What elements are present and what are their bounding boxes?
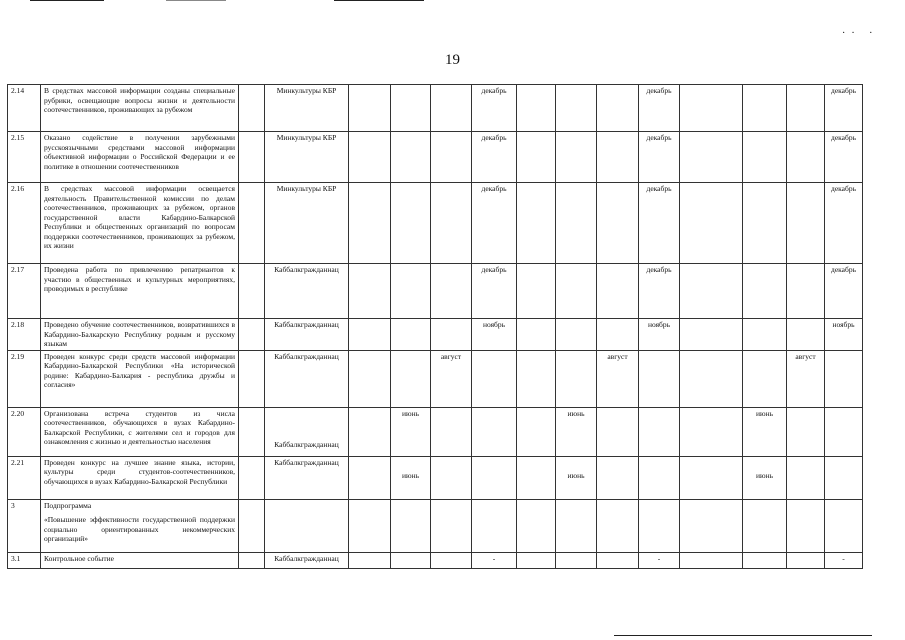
deadline-cell [597,132,639,183]
deadline-cell [517,552,556,568]
scan-marks: ·· · [842,28,879,39]
top-rule-right [334,0,424,1]
deadline-cell [517,85,556,132]
deadline-cell [556,319,597,351]
deadline-cell [597,183,639,264]
deadline-cell [680,552,743,568]
deadline-cell: ноябрь [825,319,863,351]
deadline-cell [597,552,639,568]
deadline-cell [349,456,391,499]
deadline-cell [639,407,680,456]
deadline-cell [639,456,680,499]
responsible-executor: Каббалкгражданнац [265,350,349,407]
table-row [8,407,905,456]
deadline-cell [556,183,597,264]
deadline-cell: июнь [556,407,597,456]
events-table [7,84,905,569]
responsible-executor: Каббалкгражданнац [265,456,349,499]
deadline-cell [680,319,743,351]
deadline-cell [391,183,431,264]
deadline-cell [556,499,597,552]
deadline-cell [680,132,743,183]
deadline-cell [472,456,517,499]
deadline-cell [349,85,391,132]
event-description: Оказано содействие в получении зарубежными русскоязычными средствами массовой информации объективной информации о Российской Федерации и ее политике в отношении соотечественников [41,132,239,183]
deadline-cell [391,499,431,552]
deadline-cell: - [472,552,517,568]
deadline-cell [743,319,787,351]
deadline-cell: - [825,552,863,568]
table-row [8,350,905,407]
table-row [8,183,905,264]
empty-cell [239,552,265,568]
deadline-cell [787,183,825,264]
deadline-cell: декабрь [472,132,517,183]
deadline-cell [349,350,391,407]
row-number: 2.15 [8,132,41,183]
deadline-cell [517,456,556,499]
deadline-cell [639,499,680,552]
deadline-cell [517,350,556,407]
deadline-cell [349,132,391,183]
deadline-cell [787,132,825,183]
deadline-cell [517,407,556,456]
deadline-cell: декабрь [639,85,680,132]
responsible-executor: Каббалкгражданнац [265,264,349,319]
empty-cell [239,264,265,319]
deadline-cell [556,85,597,132]
deadline-cell [680,456,743,499]
deadline-cell [787,264,825,319]
deadline-cell [349,264,391,319]
deadline-cell: декабрь [639,264,680,319]
row-number: 3.1 [8,552,41,568]
empty-cell [239,183,265,264]
deadline-cell [597,456,639,499]
deadline-cell [556,552,597,568]
table-row [8,499,905,552]
row-number: 3 [8,499,41,552]
deadline-cell: декабрь [825,264,863,319]
deadline-cell: декабрь [472,183,517,264]
deadline-cell [349,407,391,456]
deadline-cell [431,319,472,351]
deadline-cell: июнь [743,407,787,456]
deadline-cell [349,319,391,351]
deadline-cell: декабрь [472,264,517,319]
deadline-cell [431,499,472,552]
row-number: 2.18 [8,319,41,351]
deadline-cell [391,350,431,407]
responsible-executor: Минкультуры КБР [265,132,349,183]
deadline-cell [787,85,825,132]
deadline-cell [349,183,391,264]
table-row [8,85,905,132]
deadline-cell: июнь [556,456,597,499]
event-description: Проведена работа по привлечению репатриантов к участию в общественных и культурных мероприятиях, проводимых в республике [41,264,239,319]
deadline-cell [787,456,825,499]
deadline-cell [556,350,597,407]
deadline-cell [639,350,680,407]
deadline-cell [472,499,517,552]
deadline-cell [517,132,556,183]
deadline-cell [743,552,787,568]
deadline-cell [597,319,639,351]
deadline-cell [391,85,431,132]
deadline-cell: декабрь [825,132,863,183]
responsible-executor: Каббалкгражданнац [265,552,349,568]
deadline-cell [680,499,743,552]
row-number: 2.20 [8,407,41,456]
deadline-cell [556,132,597,183]
event-description: Проведен конкурс на лучшее знание языка, истории, культуры среди студентов-соотечественников, обучающихся в вузах Кабардино-Балкарской Республики [41,456,239,499]
deadline-cell: декабрь [639,183,680,264]
deadline-cell [517,183,556,264]
deadline-cell [431,552,472,568]
deadline-cell [743,85,787,132]
subprogram-title: «Повышение эффективности государственной поддержки социально ориентированных некоммерческих организаций» [44,515,235,543]
deadline-cell [825,499,863,552]
empty-cell [239,319,265,351]
deadline-cell [517,319,556,351]
row-number: 2.16 [8,183,41,264]
deadline-cell [787,499,825,552]
deadline-cell: декабрь [825,183,863,264]
subprogram-label: Подпрограмма [44,500,92,510]
deadline-cell [517,499,556,552]
event-description: Проведен конкурс среди средств массовой информации Кабардино-Балкарской Республики «На исторической родине: Кабардино-Балкария - республика дружбы и согласия» [41,350,239,407]
responsible-executor: Каббалкгражданнац [265,319,349,351]
deadline-cell [517,264,556,319]
deadline-cell [825,456,863,499]
responsible-executor: Минкультуры КБР [265,85,349,132]
row-number: 2.21 [8,456,41,499]
empty-cell [239,350,265,407]
deadline-cell [680,350,743,407]
deadline-cell [743,350,787,407]
deadline-cell [680,85,743,132]
deadline-cell: ноябрь [472,319,517,351]
deadline-cell: - [639,552,680,568]
deadline-cell [680,407,743,456]
deadline-cell: август [787,350,825,407]
deadline-cell [391,319,431,351]
empty-cell [239,85,265,132]
bottom-rule [614,635,872,636]
deadline-cell: декабрь [639,132,680,183]
deadline-cell [431,456,472,499]
responsible-executor: Каббалкгражданнац [265,407,349,456]
deadline-cell [472,407,517,456]
deadline-cell [597,499,639,552]
deadline-cell [431,132,472,183]
table-row [8,264,905,319]
row-number: 2.19 [8,350,41,407]
responsible-executor: Минкультуры КБР [265,183,349,264]
deadline-cell [556,264,597,319]
deadline-cell: декабрь [825,85,863,132]
deadline-cell [825,350,863,407]
deadline-cell [391,264,431,319]
event-description: Проведено обучение соотечественников, возвратившихся в Кабардино-Балкарскую Республику родным и русскому языкам [41,319,239,351]
deadline-cell: ноябрь [639,319,680,351]
deadline-cell [349,499,391,552]
empty-cell [239,132,265,183]
deadline-cell [391,132,431,183]
table-row [8,456,905,499]
top-rule-left [30,0,104,1]
event-description: Контрольное событие [41,552,239,568]
row-number: 2.17 [8,264,41,319]
deadline-cell [431,183,472,264]
empty-cell [239,499,265,552]
event-description [41,499,239,552]
event-description: В средствах массовой информации освещается деятельность Правительственной комиссии по делам соотечественников, проживающих за рубежом, органов государственной власти Кабардино-Балкарской Республики и общественных организаций по вопросам поддержки соотечественников, проживающих за рубежом, их жизни [41,183,239,264]
deadline-cell: июнь [391,407,431,456]
deadline-cell [349,552,391,568]
deadline-cell: июнь [743,456,787,499]
table-row [8,132,905,183]
deadline-cell [391,552,431,568]
deadline-cell [787,407,825,456]
empty-cell [239,456,265,499]
deadline-cell [472,350,517,407]
deadline-cell [743,264,787,319]
deadline-cell [680,264,743,319]
deadline-cell [431,264,472,319]
deadline-cell [431,85,472,132]
deadline-cell [743,132,787,183]
deadline-cell [680,183,743,264]
event-description: В средствах массовой информации созданы специальные рубрики, освещающие вопросы жизни и деятельности соотечественников, проживающих за рубежом [41,85,239,132]
empty-cell [239,407,265,456]
row-number: 2.14 [8,85,41,132]
deadline-cell: декабрь [472,85,517,132]
page-number: 19 [445,52,460,68]
deadline-cell [597,85,639,132]
deadline-cell [743,499,787,552]
deadline-cell [431,407,472,456]
deadline-cell [597,407,639,456]
deadline-cell: июнь [391,456,431,499]
deadline-cell [825,407,863,456]
deadline-cell [743,183,787,264]
deadline-cell [597,264,639,319]
deadline-cell [787,319,825,351]
top-rule-mid [166,0,226,1]
table-row [8,552,905,568]
deadline-cell [787,552,825,568]
deadline-cell: август [431,350,472,407]
table-row [8,319,905,351]
deadline-cell: август [597,350,639,407]
responsible-executor [265,499,349,552]
event-description: Организована встреча студентов из числа соотечественников, обучающихся в вузах Кабардино-Балкарской Республики, с жителями сел и городов для ознакомления с жизнью и деятельностью населения [41,407,239,456]
